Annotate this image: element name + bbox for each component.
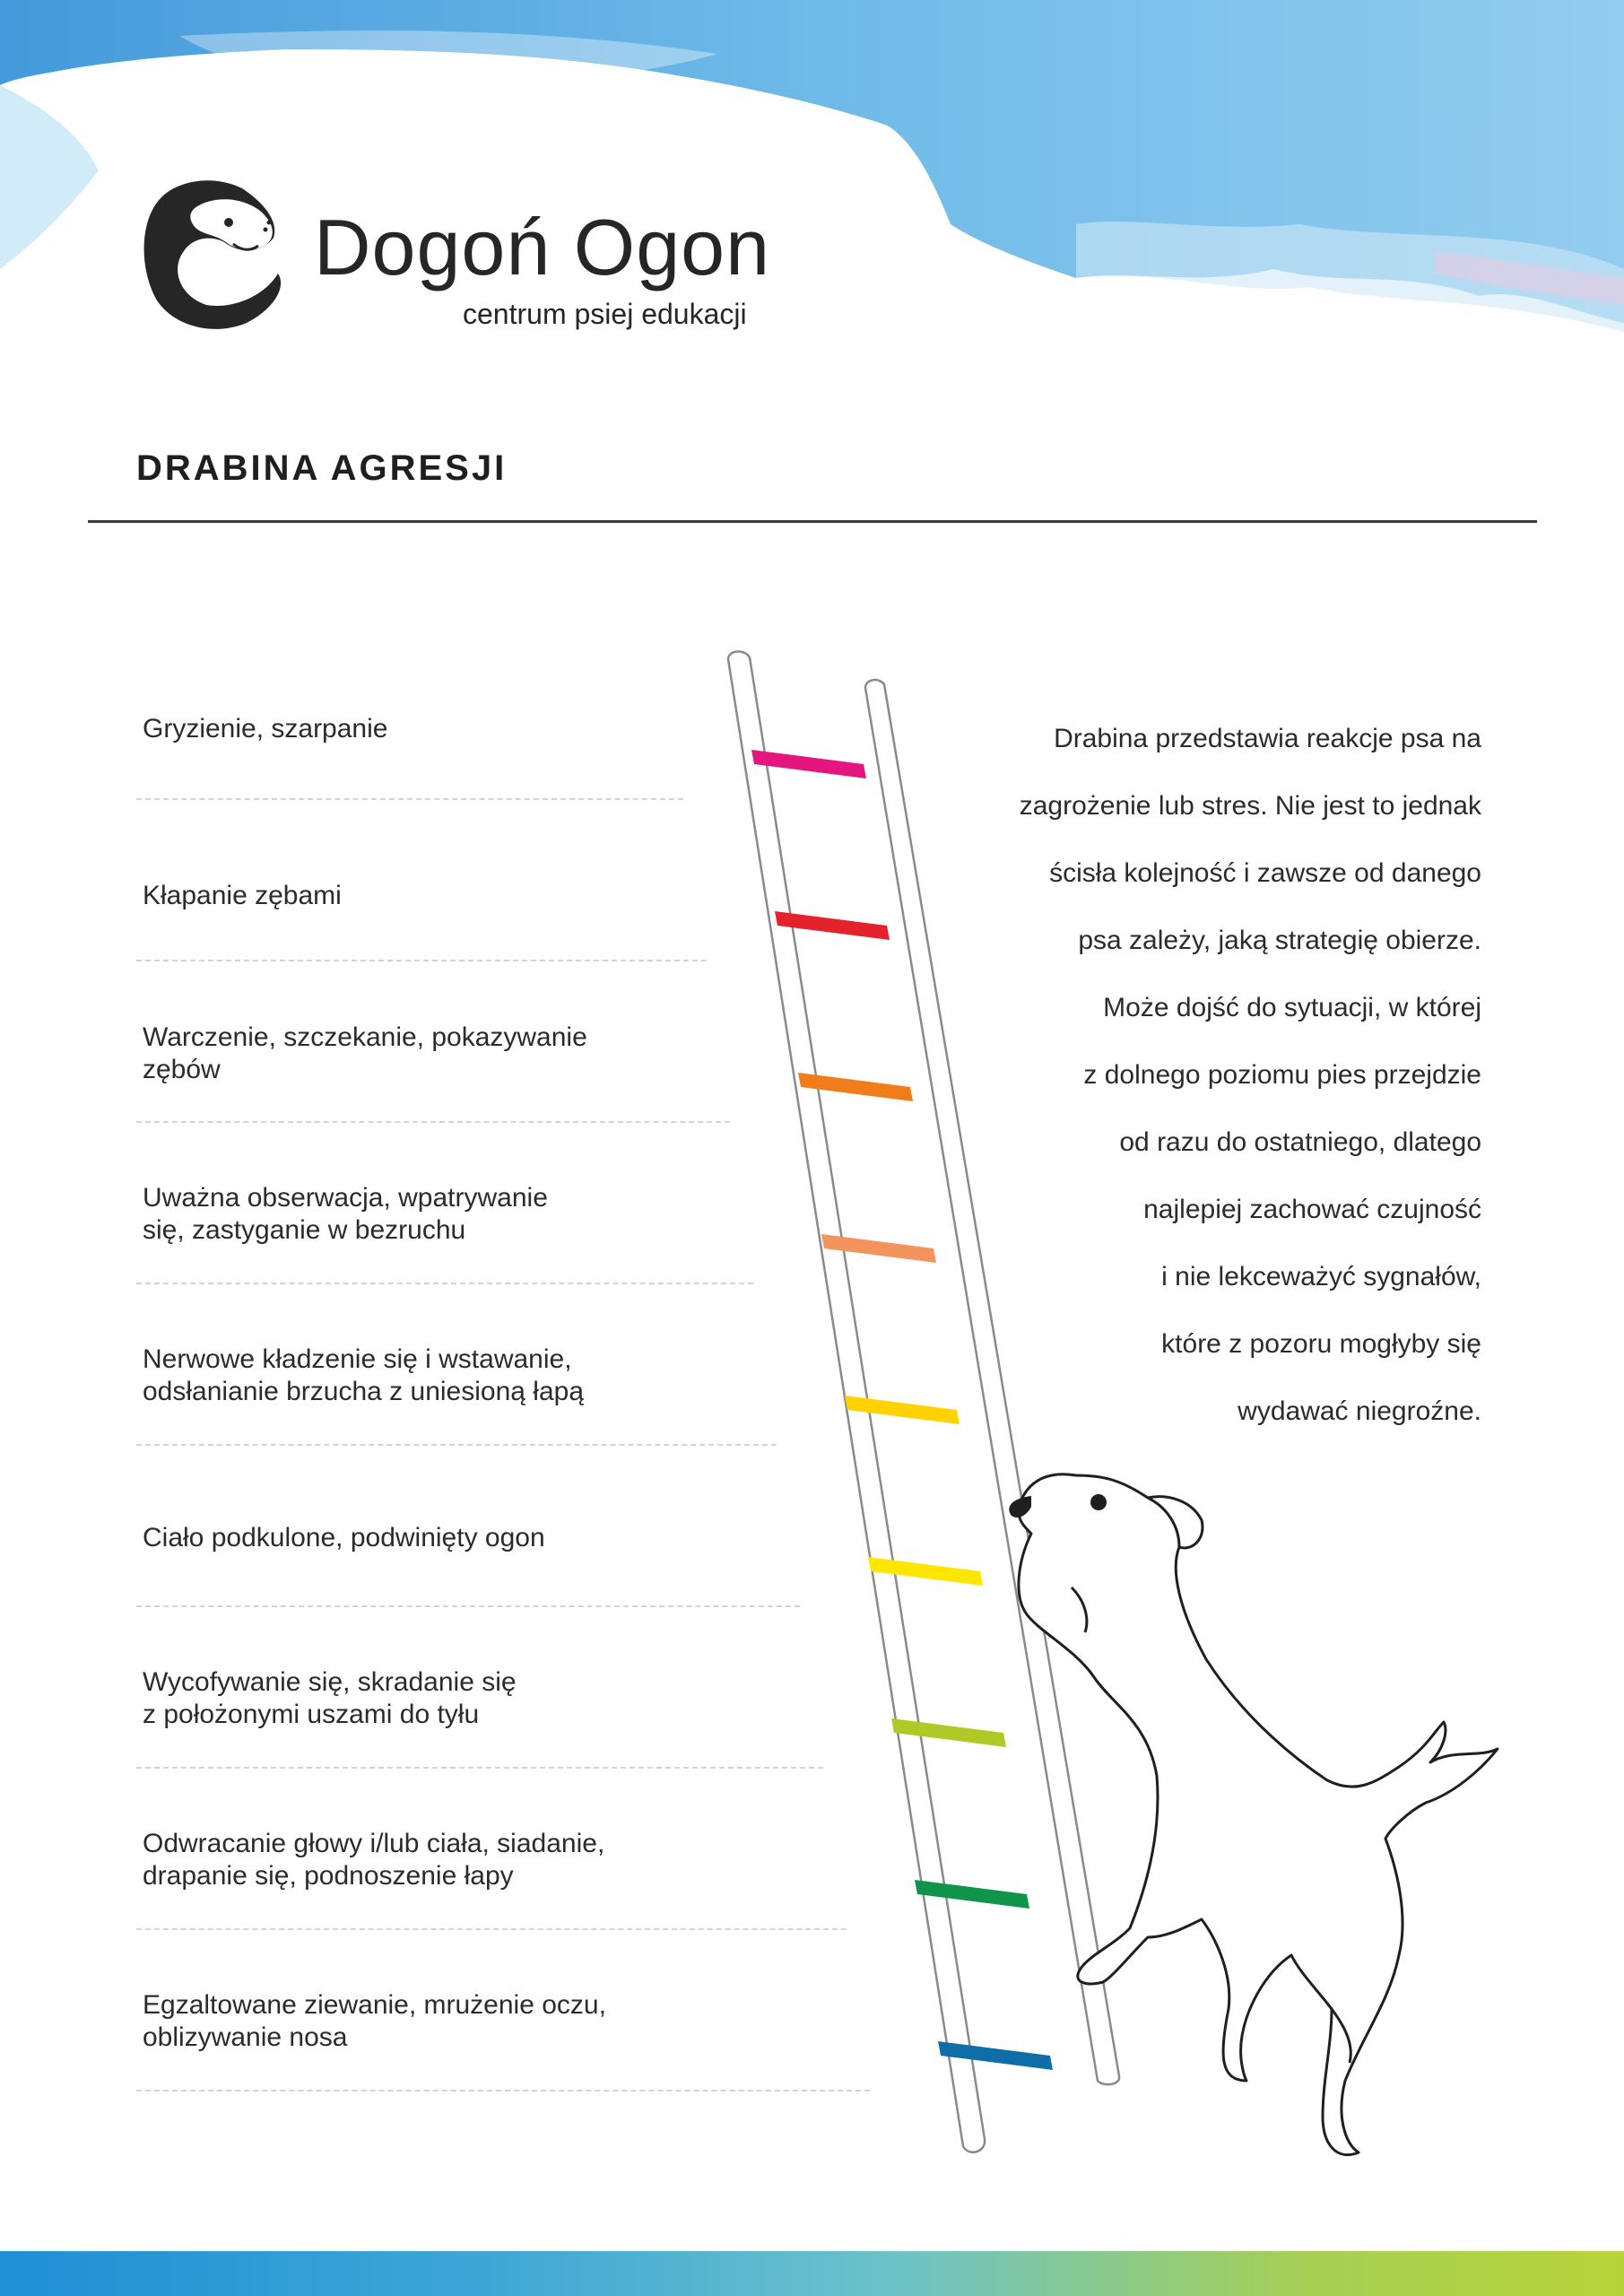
ladder-level-label: Ciało podkulone, podwinięty ogon bbox=[143, 1523, 545, 1552]
dashed-line bbox=[136, 1121, 730, 1123]
description-text: Drabina przedstawia reakcje psa na zagrożenie lub stres. Nie jest to jednak ścisła kolejność i zawsze od danego psa zależy, jaką strategię obierze. Może dojść do sytuacji, w której z dolnego poziomu pies przejdzie od razu do ostatniego, dlatego najlepiej zachować czujność i nie lekceważyć sygnałów, które z pozoru mogłyby się wydawać niegroźne. bbox=[1019, 724, 1481, 1426]
brand-tagline: centrum psiej edukacji bbox=[463, 298, 747, 330]
ladder-level-label: Kłapanie zębami bbox=[143, 881, 342, 910]
ladder-level-label: Warczenie, szczekanie, pokazywanie zębów bbox=[143, 1022, 587, 1084]
title-divider bbox=[88, 520, 1537, 523]
ladder-level-label: Uważna obserwacja, wpatrywanie się, zastyganie w bezruchu bbox=[143, 1183, 548, 1245]
dog-climbing-icon bbox=[977, 1453, 1507, 2161]
ladder-level-label: Egzaltowane ziewanie, mrużenie oczu, oblizywanie nosa bbox=[143, 1990, 606, 2052]
ladder-level-label: Nerwowe kładzenie się i wstawanie, odsłanianie brzucha z uniesioną łapą bbox=[143, 1344, 585, 1406]
dog-head-logo-icon bbox=[143, 170, 291, 336]
ladder-level-label: Gryzienie, szarpanie bbox=[143, 714, 388, 744]
dashed-line bbox=[136, 1283, 753, 1284]
dashed-line bbox=[136, 1444, 777, 1446]
ladder-level-label: Wycofywanie się, skradanie się z położonymi uszami do tyłu bbox=[143, 1667, 517, 1729]
brand-name: Dogoń Ogon bbox=[314, 203, 771, 291]
dashed-line bbox=[136, 960, 707, 961]
page-title: DRABINA AGRESJI bbox=[136, 448, 508, 488]
ladder-level-label: Odwracanie głowy i/lub ciała, siadanie, drapanie się, podnoszenie łapy bbox=[143, 1829, 605, 1891]
dashed-line bbox=[136, 798, 683, 800]
dashed-line bbox=[136, 1605, 800, 1607]
bottom-color-strip bbox=[0, 2251, 1624, 2296]
